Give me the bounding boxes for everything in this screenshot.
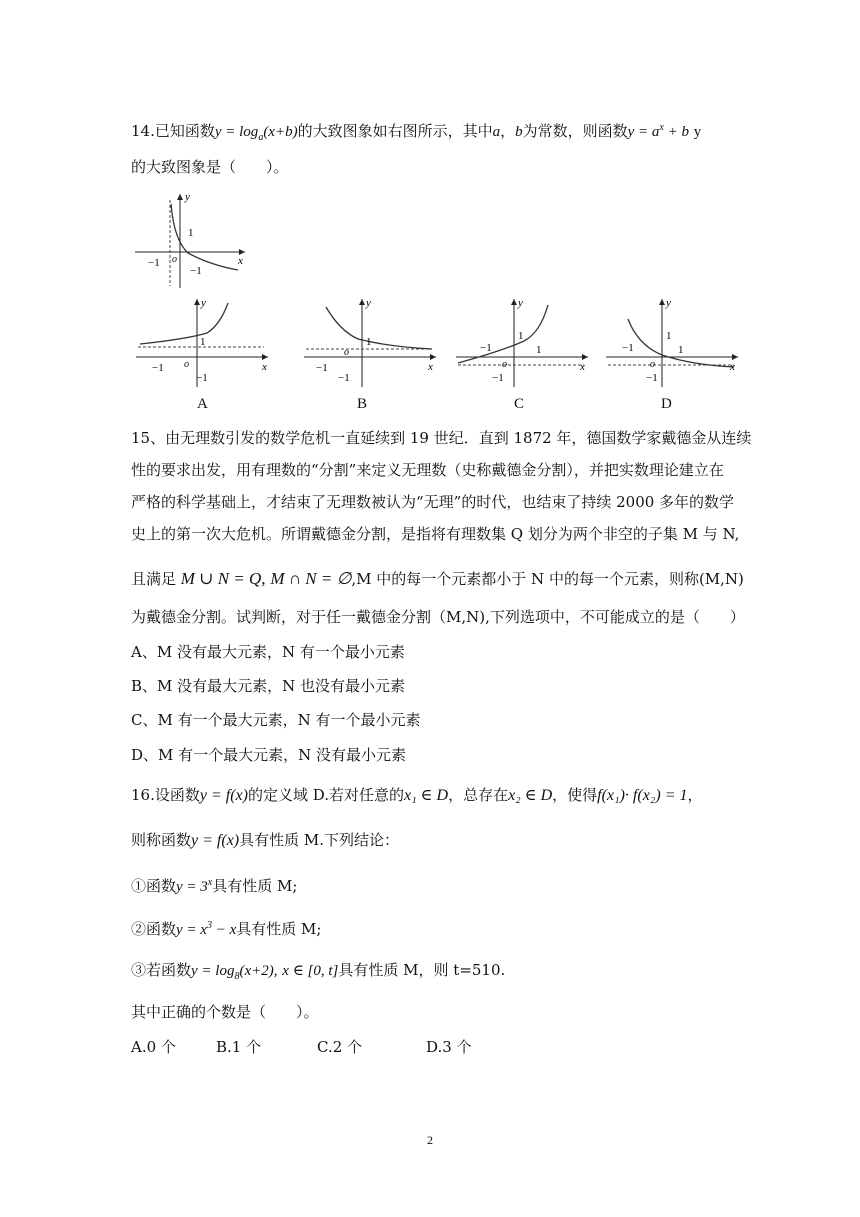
svg-text:−1: −1 <box>480 342 492 354</box>
q16-line1-end: ， <box>687 786 703 804</box>
q14-trailing-y: y <box>693 124 702 140</box>
svg-text:o: o <box>344 347 349 358</box>
q16-x2-in-d: x₂ ∈ D <box>508 787 553 804</box>
svg-text:−1: −1 <box>196 372 208 384</box>
svg-text:−1: −1 <box>190 265 202 277</box>
svg-text:y: y <box>201 297 206 309</box>
q14-option-label-b: B <box>357 396 368 412</box>
q14-option-graph-d <box>602 295 742 394</box>
q14-formula1: $y = \log_a(x+b)$ <box>214 124 298 143</box>
q16-s1-prefix: ①函数 <box>131 877 177 895</box>
q16-line2-function: y = f(x) <box>191 832 240 849</box>
q16-x1-in-d: x₁ ∈ D <box>404 787 449 804</box>
q16-s1-suffix: 具有性质 M; <box>212 877 298 895</box>
q16-statement-3 <box>131 960 505 987</box>
q14-option-label-a: A <box>197 396 208 412</box>
q14-option-graph-c <box>452 295 592 394</box>
svg-text:o: o <box>184 359 189 370</box>
q16-answer-b: B.1 个 <box>216 1038 262 1056</box>
q15-choice-b: B、M 没有最大元素，N 也没有最小元素 <box>131 677 406 695</box>
q15-choice-d: D、M 有一个最大元素，N 没有最小元素 <box>131 746 407 764</box>
q16-answer-a: A.0 个 <box>131 1038 176 1056</box>
q15-line3: 严格的科学基础上，才结束了无理数被认为“无理”的时代，也结束了持续 2000 多年的数学 <box>131 493 735 511</box>
svg-text:x: x <box>238 255 243 267</box>
q16-statement-2 <box>131 916 321 940</box>
q14-option-label-d: D <box>661 396 672 412</box>
q16-s2-suffix: 具有性质 M; <box>236 920 322 938</box>
q15-intersection-formula: M ∩ N = ∅ <box>270 569 352 588</box>
q16-answer-d: D.3 个 <box>426 1038 472 1056</box>
q16-line2-prefix: 则称函数 <box>131 831 192 849</box>
q14-comma: ， <box>500 122 516 140</box>
svg-text:x: x <box>262 361 267 373</box>
svg-text:o: o <box>650 359 655 370</box>
svg-text:x: x <box>730 361 735 373</box>
svg-text:1: 1 <box>188 227 194 239</box>
svg-text:y: y <box>366 297 371 309</box>
q16-line2-suffix: 具有性质 M.下列结论： <box>239 831 400 849</box>
q16-question: 其中正确的个数是（ ）。 <box>131 1003 319 1021</box>
svg-text:x: x <box>428 361 433 373</box>
q15-union-formula: M ∪ N = Q, <box>180 569 266 588</box>
svg-text:−1: −1 <box>646 372 658 384</box>
q16-s3-domain: x ∈ [0, t] <box>282 963 339 979</box>
svg-text:y: y <box>666 297 671 309</box>
q14-formula2: $y = a^x + b$ <box>627 122 689 140</box>
q15-line5 <box>131 569 744 589</box>
svg-text:1: 1 <box>518 330 524 342</box>
q16-s2-formula: $y = x^3 - x$ <box>176 920 237 938</box>
q14-const-b: b <box>515 124 523 140</box>
q16-s3-prefix: ③若函数 <box>131 961 192 979</box>
q14-middle: 的大致图象如右图所示，其中 <box>297 122 493 140</box>
q16-line1-mid2: ，总存在 <box>448 786 509 804</box>
svg-text:y: y <box>518 297 523 309</box>
svg-text:1: 1 <box>366 336 372 348</box>
q16-line2 <box>131 830 399 851</box>
svg-text:−1: −1 <box>148 257 160 269</box>
q14-option-graph-a <box>132 295 272 394</box>
svg-text:y: y <box>185 191 190 203</box>
q15-line5-suffix: ,M 中的每一个元素都小于 N 中的每一个元素，则称(M,N) <box>351 570 744 588</box>
svg-text:−1: −1 <box>622 342 634 354</box>
q14-const-text: 为常数，则函数 <box>522 122 628 140</box>
q14-reference-graph <box>130 190 250 294</box>
svg-text:x: x <box>580 361 585 373</box>
q14-const-a: a <box>492 124 501 140</box>
q16-s3-suffix: 具有性质 M，则 t=510. <box>338 961 506 979</box>
q14-line2: 的大致图象是（ ）。 <box>131 158 289 176</box>
q15-line1: 15、由无理数引发的数学危机一直延续到 19 世纪．直到 1872 年，德国数学家戴德金从连续 <box>131 429 752 447</box>
svg-text:1: 1 <box>666 330 672 342</box>
svg-text:1: 1 <box>678 344 684 356</box>
q16-function: y = f(x) <box>199 787 248 804</box>
svg-text:o: o <box>172 254 177 265</box>
svg-text:−1: −1 <box>338 372 350 384</box>
svg-text:o: o <box>502 359 507 370</box>
svg-text:−1: −1 <box>492 372 504 384</box>
q15-choice-c: C、M 有一个最大元素，N 有一个最小元素 <box>131 711 421 729</box>
q14-option-graph-b <box>300 295 440 394</box>
q15-line4: 史上的第一次大危机。所谓戴德金分割，是指将有理数集 Q 划分为两个非空的子集 M 与 N, <box>131 525 740 543</box>
page-number: 2 <box>427 1133 433 1147</box>
svg-text:−1: −1 <box>316 362 328 374</box>
q16-line1-prefix: 16.设函数 <box>131 786 200 804</box>
q16-line1 <box>131 785 703 806</box>
q14-prefix: 14.已知函数 <box>131 122 215 140</box>
svg-text:−1: −1 <box>152 362 164 374</box>
svg-text:1: 1 <box>536 344 542 356</box>
q16-line1-mid3: ，使得 <box>552 786 598 804</box>
svg-text:1: 1 <box>200 336 206 348</box>
q16-statement-1 <box>131 873 297 897</box>
q16-product-formula: f(x₁)· f(x₂) = 1 <box>597 787 688 804</box>
q15-line2: 性的要求出发，用有理数的“分割”来定义无理数（史称戴德金分割），并把实数理论建立在 <box>131 461 724 479</box>
q14-line1 <box>131 118 701 148</box>
q14-option-label-c: C <box>514 396 525 412</box>
q16-line1-mid1: 的定义域 D.若对任意的 <box>247 786 404 804</box>
q15-line5-prefix: 且满足 <box>131 570 177 588</box>
q16-s2-prefix: ②函数 <box>131 920 177 938</box>
q16-s1-formula: $y = 3^x$ <box>176 877 213 895</box>
q15-line6: 为戴德金分割。试判断，对于任一戴德金分割（M,N),下列选项中，不可能成立的是（ ） <box>131 608 745 626</box>
q16-answer-c: C.2 个 <box>317 1038 363 1056</box>
q15-choice-a: A、M 没有最大元素，N 有一个最小元素 <box>131 643 405 661</box>
q16-s3-formula: $y = \log_8(x+2)$, <box>191 963 278 982</box>
